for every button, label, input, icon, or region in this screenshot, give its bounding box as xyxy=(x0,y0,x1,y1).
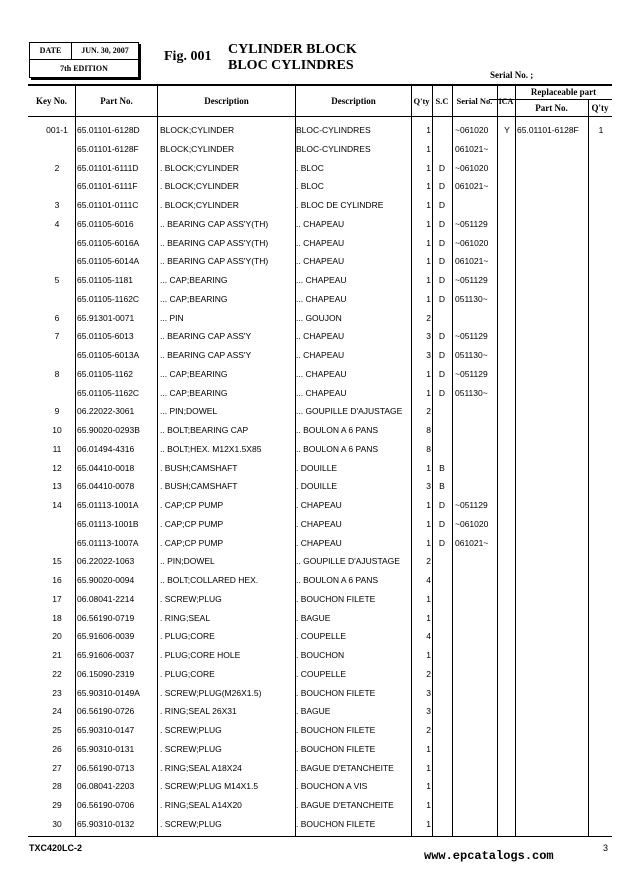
description-fr-cell: .. BOULON A 6 PANS xyxy=(296,443,379,454)
description-cell: . RING;SEAL A14X20 xyxy=(160,800,242,810)
description-fr-cell: ... CHAPEAU xyxy=(296,293,347,304)
description-fr-cell: .. CHAPEAU xyxy=(296,256,345,267)
part-no-cell: 65.04410-0078 xyxy=(77,481,135,492)
table-row xyxy=(28,159,613,178)
description-cell: . BUSH;CAMSHAFT xyxy=(160,462,238,473)
sc-cell: D xyxy=(438,293,446,304)
qty-cell: 8 xyxy=(426,443,431,454)
part-no-cell: 65.01105-6014A xyxy=(77,256,140,267)
table-row xyxy=(28,384,613,403)
description-cell: . SCREW;PLUG xyxy=(160,818,222,829)
serial-no-cell: 061021~ xyxy=(455,143,489,154)
replaceable-qty-cell: 1 xyxy=(598,125,604,135)
serial-no-cell: 061021~ xyxy=(455,537,489,548)
key-no-cell: 25 xyxy=(52,725,62,735)
description-fr-cell: . BOUCHON FILETE xyxy=(296,687,376,698)
qty-cell: 3 xyxy=(426,706,431,717)
table-row xyxy=(28,215,613,234)
part-no-cell: 65.01105-6016 xyxy=(77,218,134,229)
ica-cell: Y xyxy=(504,125,510,135)
description-cell: .. BEARING CAP ASS'Y(TH) xyxy=(160,256,269,267)
part-no-cell: 65.04410-0018 xyxy=(77,462,135,473)
description-fr-cell: . BAGUE D'ETANCHEITE xyxy=(296,800,394,810)
qty-cell: 2 xyxy=(426,556,431,567)
description-fr-cell: ... CHAPEAU xyxy=(296,368,347,379)
sc-cell: D xyxy=(438,387,446,398)
qty-cell: 1 xyxy=(426,387,431,398)
table-row xyxy=(28,140,613,159)
part-no-cell: 65.91301-0071 xyxy=(77,312,135,323)
key-no-cell: 18 xyxy=(52,612,62,623)
table-row xyxy=(28,327,613,346)
description-cell: .. BOLT;HEX. M12X1.5X85 xyxy=(160,443,262,454)
description-fr-cell: ... GOUPILLE D'AJUSTAGE xyxy=(296,406,403,417)
qty-cell: 1 xyxy=(426,237,431,248)
part-no-cell: 65.01105-6013A xyxy=(77,350,140,360)
date-value: JUN. 30, 2007 xyxy=(81,46,129,55)
serial-no-cell: ~061020 xyxy=(455,518,489,529)
table-row xyxy=(28,684,613,703)
part-no-cell: 65.01105-1162C xyxy=(77,293,140,304)
qty-cell: 2 xyxy=(426,406,431,417)
serial-no-cell: ~061020 xyxy=(455,125,489,135)
description-fr-cell: . DOUILLE xyxy=(296,462,338,473)
description-cell: . PLUG;CORE xyxy=(160,631,215,642)
qty-cell: 1 xyxy=(426,162,431,173)
key-no-cell: 001-1 xyxy=(46,125,68,135)
serial-no-cell: 051130~ xyxy=(455,350,488,360)
website-watermark: www.epcatalogs.com xyxy=(424,849,554,863)
part-no-cell: 65.01101-6111F xyxy=(77,181,138,192)
description-fr-cell: . BLOC DE CYLINDRE xyxy=(296,200,384,210)
qty-cell: 1 xyxy=(426,293,431,304)
part-no-cell: 65.91606-0037 xyxy=(77,650,135,660)
title-english: CYLINDER BLOCK xyxy=(228,42,357,57)
sc-cell: D xyxy=(438,256,446,267)
key-no-cell: 23 xyxy=(52,687,62,698)
description-cell: ... CAP;BEARING xyxy=(160,387,228,398)
description-fr-cell: . BLOC xyxy=(296,162,324,173)
part-no-cell: 65.01113-1007A xyxy=(77,537,139,548)
description-cell: . SCREW;PLUG xyxy=(160,725,222,735)
description-fr-cell: . BOUCHON FILETE xyxy=(296,743,376,754)
col-replaceable-part: Replaceable part xyxy=(530,87,597,97)
sc-cell: D xyxy=(438,368,446,379)
table-row xyxy=(28,777,613,796)
description-fr-cell: . BOUCHON FILETE xyxy=(296,725,376,735)
description-fr-cell: .. CHAPEAU xyxy=(296,237,345,248)
qty-cell: 1 xyxy=(426,537,431,548)
key-no-cell: 2 xyxy=(54,162,60,173)
key-no-cell: 13 xyxy=(52,481,62,492)
table-row xyxy=(28,252,613,271)
table-row xyxy=(28,702,613,721)
description-fr-cell: .. BOULON A 6 PANS xyxy=(296,575,379,585)
key-no-cell: 3 xyxy=(54,200,60,210)
col-part-no: Part No. xyxy=(100,96,133,106)
sc-cell: B xyxy=(439,462,445,473)
table-row xyxy=(28,234,613,253)
qty-cell: 1 xyxy=(426,781,431,792)
description-cell: . SCREW;PLUG xyxy=(160,593,222,604)
qty-cell: 3 xyxy=(426,331,431,342)
col-serial-no: Serial No. xyxy=(456,96,493,106)
description-fr-cell: . BLOC xyxy=(296,181,324,192)
description-cell: BLOCK;CYLINDER xyxy=(160,125,235,135)
sc-cell: D xyxy=(438,218,446,229)
description-cell: . CAP;CP PUMP xyxy=(160,537,224,548)
part-no-cell: 65.01101-6111D xyxy=(77,162,139,173)
description-cell: . RING;SEAL A18X24 xyxy=(160,762,242,773)
qty-cell: 3 xyxy=(426,687,431,698)
serial-no-cell: ~061020 xyxy=(455,162,489,173)
serial-no-cell: 061021~ xyxy=(455,181,489,192)
description-fr-cell: . CHAPEAU xyxy=(296,537,342,548)
key-no-cell: 16 xyxy=(52,575,62,585)
serial-no-cell: 051130~ xyxy=(455,293,488,304)
sc-cell: D xyxy=(438,537,446,548)
table-row xyxy=(28,177,613,196)
part-no-cell: 65.90020-0094 xyxy=(77,575,135,585)
description-fr-cell: . DOUILLE xyxy=(296,481,338,492)
description-fr-cell: .. GOUPILLE D'AJUSTAGE xyxy=(296,556,400,567)
sc-cell: D xyxy=(438,331,446,342)
description-cell: .. BEARING CAP ASS'Y(TH) xyxy=(160,237,269,248)
part-no-cell: 06.56190-0706 xyxy=(77,800,135,810)
table-row xyxy=(28,571,613,590)
replaceable-part-no-cell: 65.01101-6128F xyxy=(517,125,579,135)
description-fr-cell: . COUPELLE xyxy=(296,631,347,642)
table-row xyxy=(28,459,613,478)
description-fr-cell: .. CHAPEAU xyxy=(296,350,345,360)
part-no-cell: 06.22022-1063 xyxy=(77,556,135,567)
qty-cell: 1 xyxy=(426,593,431,604)
col-ica: ICA xyxy=(498,97,514,106)
part-no-cell: 65.90310-0149A xyxy=(77,687,140,698)
qty-cell: 1 xyxy=(426,762,431,773)
description-cell: .. BOLT;COLLARED HEX. xyxy=(160,575,259,585)
part-no-cell: 65.01105-6013 xyxy=(77,331,134,342)
part-no-cell: 65.01105-1162C xyxy=(77,387,140,398)
description-cell: . BLOCK;CYLINDER xyxy=(160,162,239,173)
serial-no-cell: ~051129 xyxy=(455,275,488,285)
part-no-cell: 65.01101-6128D xyxy=(77,125,140,135)
table-row xyxy=(28,796,613,815)
key-no-cell: 28 xyxy=(52,781,62,792)
table-row xyxy=(28,759,613,778)
part-no-cell: 65.01105-1181 xyxy=(77,275,133,285)
qty-cell: 1 xyxy=(426,462,431,473)
table-row xyxy=(28,665,613,684)
description-fr-cell: . BOUCHON xyxy=(296,650,345,660)
qty-cell: 2 xyxy=(426,668,431,679)
key-no-cell: 22 xyxy=(52,668,62,679)
description-cell: . PLUG;CORE HOLE xyxy=(160,650,241,660)
figure-number: Fig. 001 xyxy=(164,49,212,64)
sc-cell: D xyxy=(438,350,446,360)
part-no-cell: 06.56190-0719 xyxy=(77,612,135,623)
description-fr-cell: . BOUCHON FILETE xyxy=(296,593,376,604)
table-row xyxy=(28,721,613,740)
key-no-cell: 11 xyxy=(52,443,62,454)
part-no-cell: 06.15090-2319 xyxy=(77,668,135,679)
part-no-cell: 65.01101-0111C xyxy=(77,200,139,210)
description-fr-cell: ... GOUJON xyxy=(296,312,342,323)
table-row xyxy=(28,196,613,215)
qty-cell: 4 xyxy=(426,631,431,642)
qty-cell: 2 xyxy=(426,725,431,735)
key-no-cell: 27 xyxy=(52,762,62,773)
page-number: 3 xyxy=(603,843,609,853)
description-fr-cell: . BAGUE xyxy=(296,612,331,623)
table-row xyxy=(28,496,613,515)
part-no-cell: 06.08041-2203 xyxy=(77,781,135,792)
key-no-cell: 5 xyxy=(54,275,60,285)
date-label: DATE xyxy=(30,43,72,59)
description-cell: .. BEARING CAP ASS'Y(TH) xyxy=(160,218,269,229)
qty-cell: 8 xyxy=(426,425,431,435)
table-row xyxy=(28,515,613,534)
description-cell: ... CAP;BEARING xyxy=(160,368,228,379)
serial-no-cell: ~051129 xyxy=(455,218,488,229)
key-no-cell: 9 xyxy=(54,406,60,417)
qty-cell: 1 xyxy=(426,818,431,829)
col-description-fr: Description xyxy=(331,96,376,106)
sc-cell: D xyxy=(438,500,446,510)
description-cell: . CAP;CP PUMP xyxy=(160,500,224,510)
serial-no-cell: ~051129 xyxy=(455,500,488,510)
col-description: Description xyxy=(204,96,249,106)
description-cell: .. BEARING CAP ASS'Y xyxy=(160,331,252,342)
qty-cell: 1 xyxy=(426,218,431,229)
model-code: TXC420LC-2 xyxy=(29,843,83,853)
description-fr-cell: BLOC-CYLINDRES xyxy=(296,125,371,135)
key-no-cell: 29 xyxy=(52,800,62,810)
qty-cell: 1 xyxy=(426,650,431,660)
key-no-cell: 30 xyxy=(52,818,62,829)
key-no-cell: 26 xyxy=(52,743,62,754)
table-row xyxy=(28,646,613,665)
serial-no-cell: ~051129 xyxy=(455,331,488,342)
serial-no-cell: 061021~ xyxy=(455,256,489,267)
serial-no-cell: ~051129 xyxy=(455,368,488,379)
description-fr-cell: .. CHAPEAU xyxy=(296,218,345,229)
qty-cell: 1 xyxy=(426,125,431,135)
description-cell: BLOCK;CYLINDER xyxy=(160,143,235,154)
description-fr-cell: ... CHAPEAU xyxy=(296,387,347,398)
qty-cell: 1 xyxy=(426,743,431,754)
qty-cell: 4 xyxy=(426,575,431,585)
description-fr-cell: . BAGUE xyxy=(296,706,331,717)
key-no-cell: 8 xyxy=(54,368,60,379)
qty-cell: 3 xyxy=(426,350,431,360)
part-no-cell: 65.90310-0147 xyxy=(77,725,135,735)
sc-cell: D xyxy=(438,181,446,192)
part-no-cell: 65.91606-0039 xyxy=(77,631,135,642)
edition: 7th EDITION xyxy=(60,64,108,73)
description-cell: . BLOCK;CYLINDER xyxy=(160,200,239,210)
serial-no-cell: ~061020 xyxy=(455,237,489,248)
key-no-cell: 17 xyxy=(52,593,62,604)
part-no-cell: 06.01494-4316 xyxy=(77,443,135,454)
description-fr-cell: .. CHAPEAU xyxy=(296,331,345,342)
description-fr-cell: ... CHAPEAU xyxy=(296,275,347,285)
table-row xyxy=(28,815,613,834)
table-row xyxy=(28,421,613,440)
part-no-cell: 65.01105-6016A xyxy=(77,237,140,248)
part-no-cell: 06.08041-2214 xyxy=(77,593,135,604)
table-row xyxy=(28,477,613,496)
col-replaceable-part-no: Part No. xyxy=(535,103,568,113)
part-no-cell: 65.90310-0131 xyxy=(77,743,135,754)
table-row xyxy=(28,271,613,290)
description-cell: ... CAP;BEARING xyxy=(160,293,228,304)
table-row xyxy=(28,121,613,140)
description-cell: . RING;SEAL xyxy=(160,612,211,623)
qty-cell: 1 xyxy=(426,143,431,154)
key-no-cell: 10 xyxy=(52,425,62,435)
qty-cell: 1 xyxy=(426,500,431,510)
table-row xyxy=(28,346,613,365)
description-cell: . SCREW;PLUG(M26X1.5) xyxy=(160,687,262,698)
sc-cell: D xyxy=(438,237,446,248)
description-cell: . BLOCK;CYLINDER xyxy=(160,181,239,192)
description-fr-cell: . BOUCHON A VIS xyxy=(296,781,368,792)
part-no-cell: 65.01101-6128F xyxy=(77,143,139,154)
key-no-cell: 20 xyxy=(52,631,62,642)
serial-no-cell: 051130~ xyxy=(455,387,488,398)
table-row xyxy=(28,590,613,609)
table-row xyxy=(28,552,613,571)
sc-cell: D xyxy=(438,162,446,173)
col-replaceable-qty: Q'ty xyxy=(591,103,609,113)
qty-cell: 2 xyxy=(426,312,431,323)
description-cell: . RING;SEAL 26X31 xyxy=(160,706,237,717)
key-no-cell: 24 xyxy=(52,706,62,717)
qty-cell: 1 xyxy=(426,256,431,267)
key-no-cell: 15 xyxy=(52,556,62,567)
part-no-cell: 06.22022-3061 xyxy=(77,406,135,417)
qty-cell: 1 xyxy=(426,200,431,210)
part-no-cell: 65.90020-0293B xyxy=(77,425,140,435)
key-no-cell: 7 xyxy=(54,331,60,342)
sc-cell: D xyxy=(438,275,446,285)
table-bottom-rule xyxy=(28,836,612,837)
description-cell: . BUSH;CAMSHAFT xyxy=(160,481,238,492)
description-fr-cell: .. BOULON A 6 PANS xyxy=(296,425,379,435)
description-cell: .. BOLT;BEARING CAP xyxy=(160,425,249,435)
sc-cell: D xyxy=(438,200,446,210)
description-cell: . PLUG;CORE xyxy=(160,668,215,679)
part-no-cell: 06.56190-0713 xyxy=(77,762,135,773)
key-no-cell: 4 xyxy=(54,218,60,229)
description-fr-cell: . BOUCHON FILETE xyxy=(296,818,376,829)
table-row xyxy=(28,402,613,421)
description-cell: .. BEARING CAP ASS'Y xyxy=(160,350,252,360)
qty-cell: 1 xyxy=(426,368,431,379)
description-cell: . CAP;CP PUMP xyxy=(160,518,224,529)
table-top-rule xyxy=(28,84,612,86)
description-cell: .. PIN;DOWEL xyxy=(160,556,215,567)
key-no-cell: 6 xyxy=(54,312,60,323)
col-qty: Q'ty xyxy=(413,96,430,106)
qty-cell: 1 xyxy=(426,181,431,192)
serial-label: Serial No. ; xyxy=(490,70,534,80)
description-cell: . SCREW;PLUG M14X1.5 xyxy=(160,781,259,792)
description-cell: ... CAP;BEARING xyxy=(160,275,228,285)
title-french: BLOC CYLINDRES xyxy=(228,58,354,73)
description-fr-cell: . BAGUE D'ETANCHEITE xyxy=(296,762,394,773)
description-cell: ... PIN;DOWEL xyxy=(160,406,218,417)
table-row xyxy=(28,440,613,459)
part-no-cell: 65.01105-1162 xyxy=(77,368,133,379)
description-cell: . SCREW;PLUG xyxy=(160,743,222,754)
description-fr-cell: . COUPELLE xyxy=(296,668,347,679)
description-fr-cell: . CHAPEAU xyxy=(296,500,342,510)
table-row xyxy=(28,740,613,759)
key-no-cell: 12 xyxy=(52,462,62,473)
table-row xyxy=(28,534,613,553)
date-box xyxy=(29,42,139,78)
qty-cell: 1 xyxy=(426,612,431,623)
table-row xyxy=(28,309,613,328)
part-no-cell: 65.01113-1001A xyxy=(77,500,139,510)
part-no-cell: 65.01113-1001B xyxy=(77,518,139,529)
qty-cell: 1 xyxy=(426,800,431,810)
part-no-cell: 06.56190-0726 xyxy=(77,706,135,717)
sc-cell: B xyxy=(439,481,445,492)
part-no-cell: 65.90310-0132 xyxy=(77,818,135,829)
col-key-no: Key No. xyxy=(36,96,67,106)
key-no-cell: 14 xyxy=(52,500,62,510)
qty-cell: 3 xyxy=(426,481,431,492)
table-row xyxy=(28,609,613,628)
description-fr-cell: BLOC-CYLINDRES xyxy=(296,143,371,154)
description-fr-cell: . CHAPEAU xyxy=(296,518,342,529)
col-sc: S.C xyxy=(435,96,449,106)
header-bottom-rule xyxy=(28,116,612,117)
sc-cell: D xyxy=(438,518,446,529)
table-row xyxy=(28,365,613,384)
description-cell: ... PIN xyxy=(160,312,184,323)
key-no-cell: 21 xyxy=(52,650,62,660)
table-row xyxy=(28,290,613,309)
qty-cell: 1 xyxy=(426,275,431,285)
table-row xyxy=(28,627,613,646)
qty-cell: 1 xyxy=(426,518,431,529)
